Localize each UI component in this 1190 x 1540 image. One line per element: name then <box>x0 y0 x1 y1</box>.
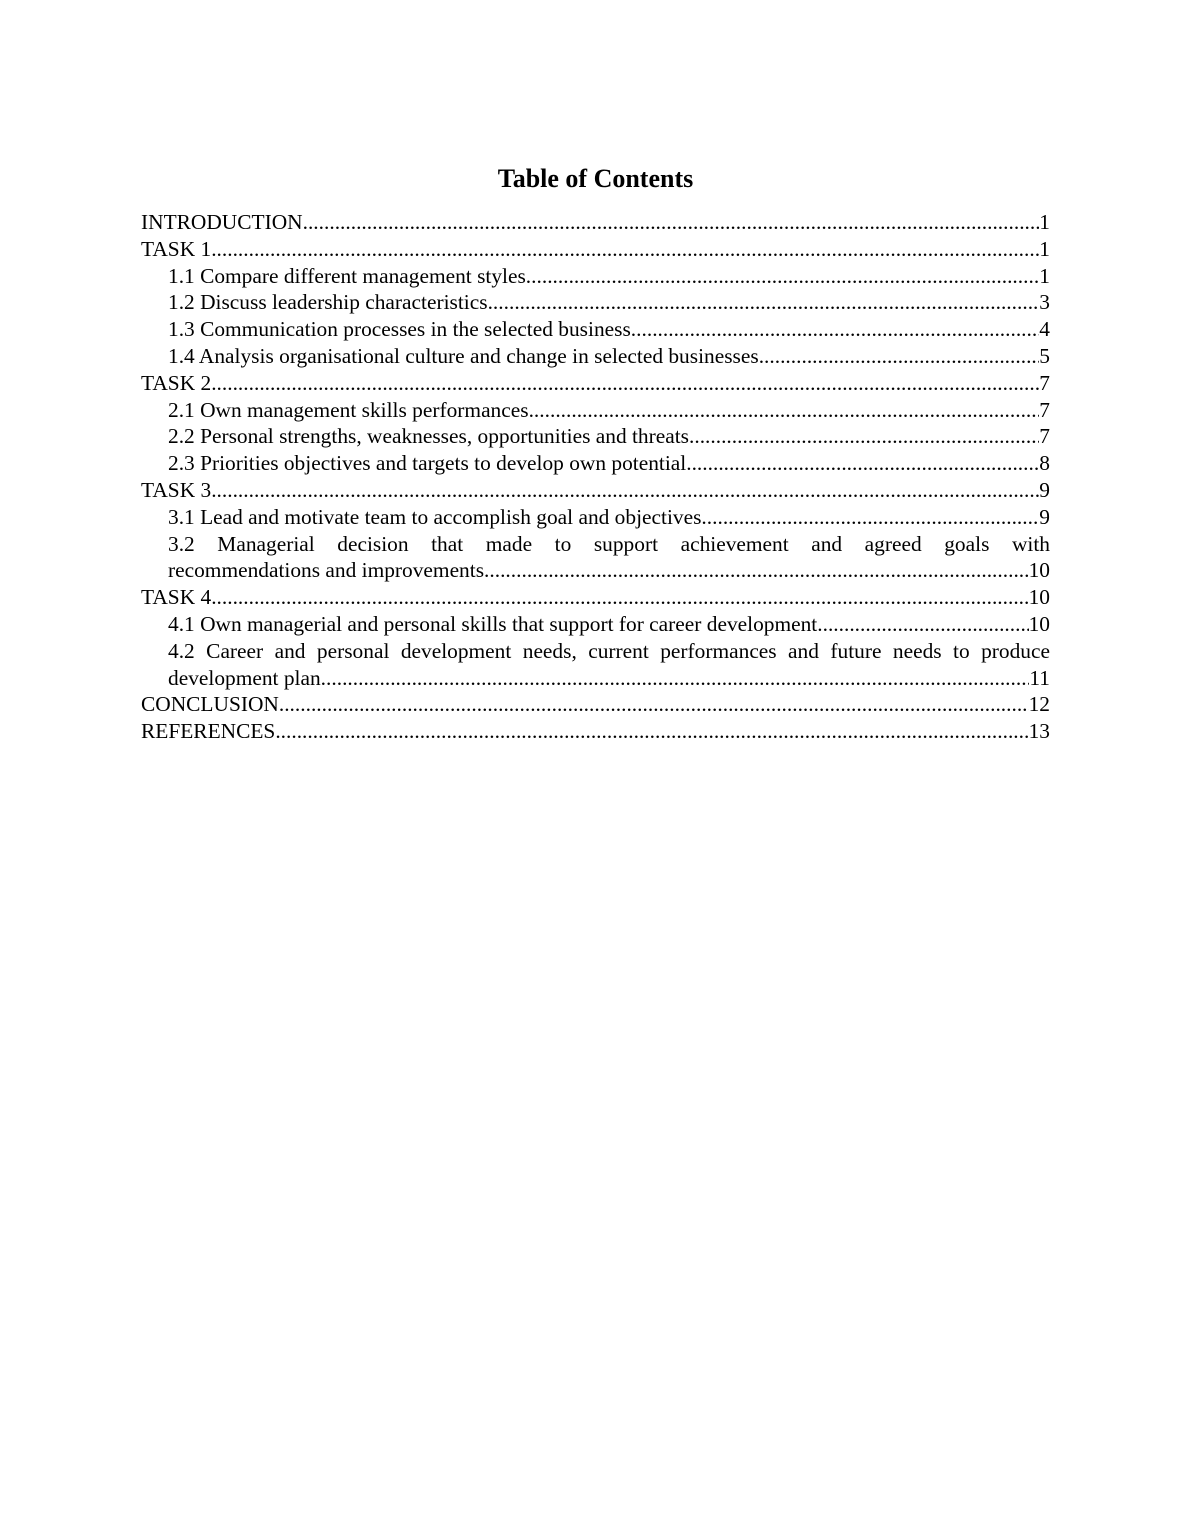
toc-page-number: 10 <box>1028 611 1050 636</box>
toc-dot-leader <box>759 343 1040 370</box>
toc-page-number: 3 <box>1039 290 1050 315</box>
toc-dot-leader <box>817 611 1028 638</box>
toc-page-number: 1 <box>1039 263 1050 288</box>
toc-entry-text: 1.4 Analysis organisational culture and change in selected businesses <box>168 343 759 368</box>
toc-dot-leader <box>211 584 1028 611</box>
toc-entry-task-2[interactable] <box>141 370 1050 397</box>
toc-page-number: 9 <box>1039 504 1050 529</box>
toc-page-number: 9 <box>1039 477 1050 502</box>
toc-entry-text: TASK 3 <box>141 477 212 502</box>
toc-entry-4-2[interactable] <box>141 638 1050 692</box>
toc-dot-leader <box>631 316 1040 343</box>
toc-dot-leader <box>303 209 1040 236</box>
toc-page-number: 5 <box>1039 343 1050 368</box>
toc-entry-text: TASK 1 <box>141 236 212 261</box>
toc-title: Table of Contents <box>497 164 694 193</box>
toc-dot-leader <box>484 557 1029 584</box>
toc-dot-leader <box>211 370 1039 397</box>
toc-entry-task-1[interactable] <box>141 236 1050 263</box>
toc-entry-continuation <box>168 665 1050 692</box>
toc-entry-text: 1.1 Compare different management styles <box>168 263 526 288</box>
toc-dot-leader <box>689 423 1039 450</box>
toc-page-number: 7 <box>1039 397 1050 422</box>
toc-entry-text: development plan <box>168 665 321 690</box>
toc-page-number: 12 <box>1028 692 1050 717</box>
toc-dot-leader <box>686 450 1039 477</box>
toc-entry-text: 4.2 Career and personal development needs, current performances and future needs to produce <box>168 638 1050 663</box>
toc-list <box>141 209 1050 745</box>
toc-entry-text: 4.1 Own managerial and personal skills that support for career development <box>168 611 818 636</box>
toc-entry-text: 1.3 Communication processes in the selected business <box>168 317 631 342</box>
toc-page-number: 7 <box>1039 370 1050 395</box>
toc-entry-text: INTRODUCTION <box>141 210 303 234</box>
toc-dot-leader <box>526 263 1040 290</box>
toc-entry-4-1[interactable] <box>141 611 1050 638</box>
toc-entry-conclusion[interactable] <box>141 691 1050 718</box>
toc-entry-2-3[interactable] <box>141 450 1050 477</box>
toc-dot-leader <box>211 236 1039 263</box>
toc-entry-3-1[interactable] <box>141 504 1050 531</box>
toc-entry-text: CONCLUSION <box>141 692 279 717</box>
toc-entry-text: 1.2 Discuss leadership characteristics <box>168 290 488 315</box>
toc-page-number: 4 <box>1039 317 1050 342</box>
toc-entry-references[interactable] <box>141 718 1050 745</box>
toc-page-number: 7 <box>1039 424 1050 449</box>
toc-entry-text: 3.2 Managerial decision that made to support achievement and agreed goals with <box>168 531 1050 556</box>
toc-entry-1-2[interactable] <box>141 289 1050 316</box>
toc-entry-text: 2.3 Priorities objectives and targets to develop own potential <box>168 451 687 476</box>
toc-dot-leader <box>275 718 1028 745</box>
toc-entry-introduction[interactable] <box>141 209 1050 236</box>
toc-page-number: 10 <box>1028 558 1050 583</box>
toc-dot-leader <box>279 691 1029 718</box>
toc-dot-leader <box>701 504 1039 531</box>
toc-entry-text: 2.1 Own management skills performances <box>168 397 529 422</box>
toc-dot-leader <box>529 397 1040 424</box>
toc-entry-text: TASK 2 <box>141 370 212 395</box>
toc-entry-text: 2.2 Personal strengths, weaknesses, opportunities and threats <box>168 424 689 449</box>
toc-entry-3-2[interactable] <box>141 531 1050 585</box>
toc-entry-continuation <box>168 557 1050 584</box>
toc-page-number: 13 <box>1028 719 1050 744</box>
toc-page-number: 1 <box>1039 236 1050 261</box>
toc-entry-task-3[interactable] <box>141 477 1050 504</box>
toc-entry-text: TASK 4 <box>141 585 212 610</box>
toc-entry-1-3[interactable] <box>141 316 1050 343</box>
toc-dot-leader <box>488 289 1040 316</box>
toc-page-number: 11 <box>1029 665 1050 690</box>
toc-page-number: 1 <box>1039 210 1050 234</box>
document-page <box>141 161 1050 745</box>
toc-entry-text: 3.1 Lead and motivate team to accomplish goal and objectives <box>168 504 702 529</box>
toc-entry-2-2[interactable] <box>141 423 1050 450</box>
toc-entry-1-1[interactable] <box>141 263 1050 290</box>
toc-dot-leader <box>321 665 1030 692</box>
toc-entry-text: recommendations and improvements <box>168 558 485 583</box>
toc-entry-2-1[interactable] <box>141 397 1050 424</box>
toc-page-number: 8 <box>1039 451 1050 476</box>
toc-page-number: 10 <box>1028 585 1050 610</box>
toc-entry-task-4[interactable] <box>141 584 1050 611</box>
toc-entry-1-4[interactable] <box>141 343 1050 370</box>
toc-entry-text: REFERENCES <box>141 719 276 744</box>
toc-dot-leader <box>211 477 1039 504</box>
